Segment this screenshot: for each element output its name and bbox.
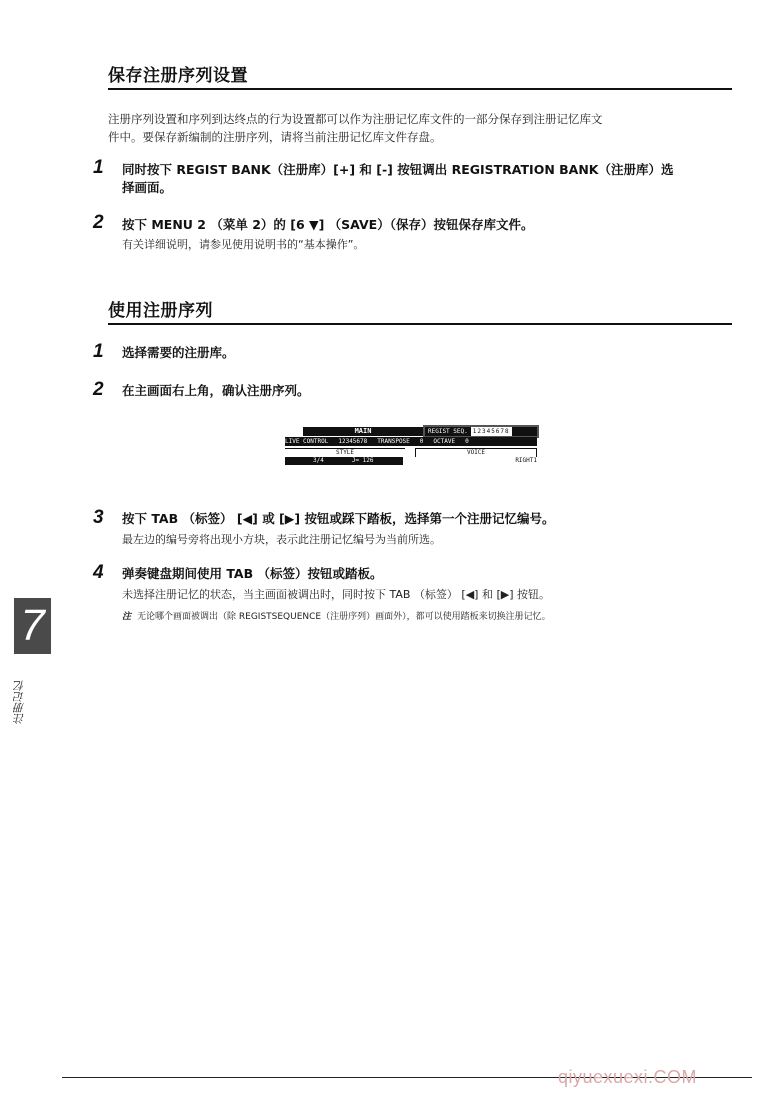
note-text: 无论哪个画面被调出（除 REGISTSEQUENCE（注册序列）画面外），都可以使用踏板来切换注册记忆。	[137, 612, 551, 622]
lcd-style-label: STYLE	[285, 448, 405, 457]
save-step-1-number: 1	[93, 157, 104, 178]
lcd-top-row	[283, 425, 539, 437]
use-step-3-desc: 最左边的编号旁将出现小方块，表示此注册记忆编号为当前所选。	[122, 533, 441, 546]
use-step-1-number: 1	[93, 341, 104, 362]
use-step-3-number: 3	[93, 507, 104, 528]
lcd-live-control: LIVE CONTROL	[285, 438, 329, 445]
lcd-octave-value: 0	[465, 438, 469, 445]
lcd-tempo: J= 126	[351, 457, 374, 464]
use-step-3-title: 按下 TAB （标签） [◀] 或 [▶] 按钮或踩下踏板，选择第一个注册记忆编号。	[122, 511, 555, 526]
lcd-live-values: 12345678	[338, 438, 368, 445]
save-intro-line2: 件中。要保存新编制的注册序列，请将当前注册记忆库文件存盘。	[108, 130, 442, 144]
lcd-main-title: MAIN	[303, 427, 423, 436]
lcd-transpose: TRANSPOSE	[377, 438, 410, 445]
watermark: qiyuexuexi.COM	[558, 1067, 698, 1087]
chapter-tab: 7	[14, 598, 51, 654]
save-step-1-title	[122, 161, 722, 197]
section-heading-use: 使用注册序列	[108, 301, 732, 325]
save-step-2-desc: 有关详细说明，请参见使用说明书的“基本操作”。	[122, 238, 365, 251]
use-step-2-number: 2	[93, 379, 104, 400]
lcd-regist-label: REGIST SEQ.	[428, 428, 468, 435]
save-step-2-number: 2	[93, 212, 104, 233]
lcd-beat: 3/4	[313, 457, 324, 464]
use-step-1-title: 选择需要的注册库。	[122, 345, 235, 360]
section-heading-save: 保存注册序列设置	[108, 66, 732, 90]
chapter-label: 注册记忆	[13, 680, 26, 724]
save-step-2-title: 按下 MENU 2 （菜单 2）的 [6 ▼] （SAVE）（保存）按钮保存库文件。	[122, 217, 534, 232]
main-screen-illustration	[283, 425, 539, 467]
use-step-4-note	[122, 610, 722, 624]
save-step-1-line2: 择画面。	[122, 180, 173, 195]
lcd-tempo-row	[285, 457, 403, 465]
use-step-2-title: 在主画面右上角，确认注册序列。	[122, 383, 310, 398]
lcd-transpose-value: 0	[419, 438, 424, 445]
use-step-4-desc: 未选择注册记忆的状态，当主画面被调出时，同时按下 TAB （标签） [◀] 和 [▶] 按钮。	[122, 588, 550, 601]
save-intro-line1: 注册序列设置和序列到达终点的行为设置都可以作为注册记忆库文件的一部分保存到注册记忆库文	[108, 112, 603, 126]
lcd-control-row	[285, 437, 537, 446]
lcd-regist-cells: 12345678	[472, 428, 510, 435]
save-intro	[108, 110, 720, 146]
note-mark: 注	[122, 612, 132, 622]
save-step-1-line1: 同时按下 REGIST BANK（注册库）[+] 和 [-] 按钮调出 REGISTRATION BANK（注册库）选	[122, 162, 674, 177]
use-step-4-number: 4	[93, 562, 104, 583]
lcd-voice-label: VOICE	[415, 448, 537, 457]
lcd-right-part: RIGHT1	[515, 457, 537, 464]
use-step-4-title: 弹奏键盘期间使用 TAB （标签）按钮或踏板。	[122, 566, 383, 581]
lcd-octave: OCTAVE	[433, 438, 456, 445]
